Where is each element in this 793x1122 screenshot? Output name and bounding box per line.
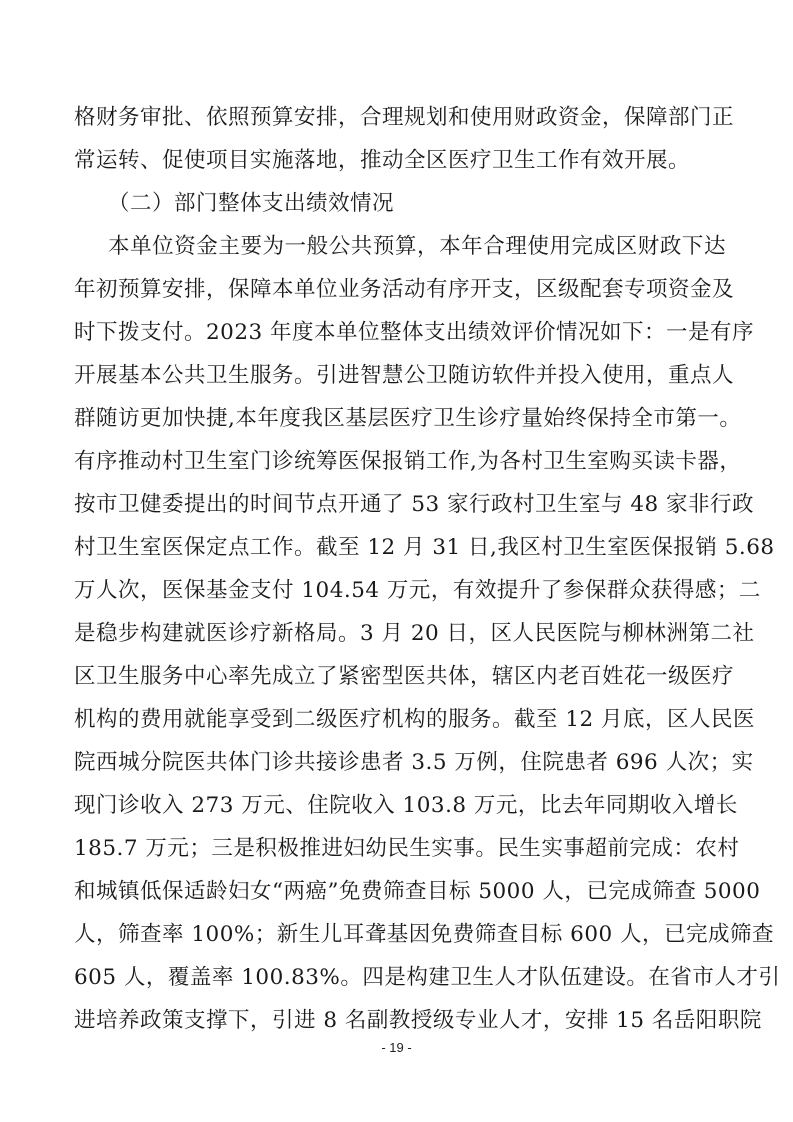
- text-line: 年初预算安排，保障本单位业务活动有序开支，区级配套专项资金及: [74, 277, 735, 302]
- text-line: 本单位资金主要为一般公共预算，本年合理使用完成区财政下达: [108, 234, 726, 259]
- text-line: 现门诊收入 273 万元、住院收入 103.8 万元，比去年同期收入增长: [74, 793, 738, 818]
- text-line: 村卫生室医保定点工作。截至 12 月 31 日,我区村卫生室医保报销 5.68: [74, 535, 775, 560]
- document-body: [74, 96, 781, 1042]
- text-line: 按市卫健委提出的时间节点开通了 53 家行政村卫生室与 48 家非行政: [74, 492, 755, 517]
- text-line: 和城镇低保适龄妇女“两癌”免费筛查目标 5000 人，已完成筛查 5000: [74, 879, 761, 904]
- text-line: 185.7 万元；三是积极推进妇幼民生实事。民生实事超前完成：农村: [74, 836, 740, 861]
- text-line: 开展基本公共卫生服务。引进智慧公卫随访软件并投入使用，重点人: [74, 363, 735, 388]
- page-number: - 19 -: [381, 1040, 412, 1055]
- text-line: 万人次，医保基金支付 104.54 万元，有效提升了参保群众获得感；二: [74, 578, 761, 603]
- text-line: 格财务审批、依照预算安排，合理规划和使用财政资金，保障部门正: [74, 105, 735, 130]
- text-line: 进培养政策支撑下，引进 8 名副教授级专业人才，安排 15 名岳阳职院: [74, 1008, 762, 1033]
- text-line: 群随访更加快捷,本年度我区基层医疗卫生诊疗量始终保持全市第一。: [74, 406, 742, 431]
- text-line: 常运转、促使项目实施落地，推动全区医疗卫生工作有效开展。: [74, 148, 691, 173]
- section-heading: （二）部门整体支出绩效情况: [108, 191, 395, 216]
- text-line: 是稳步构建就医诊疗新格局。3 月 20 日，区人民医院与柳林洲第二社: [74, 621, 755, 646]
- text-line: 院西城分院医共体门诊共接诊患者 3.5 万例，住院患者 696 人次；实: [74, 750, 754, 775]
- text-line: 人，筛查率 100%；新生儿耳聋基因免费筛查目标 600 人，已完成筛查: [74, 922, 775, 947]
- text-line: 机构的费用就能享受到二级医疗机构的服务。截至 12 月底，区人民医: [74, 707, 756, 732]
- text-line: 605 人，覆盖率 100.83%。四是构建卫生人才队伍建设。在省市人才引: [74, 965, 781, 990]
- text-line: 区卫生服务中心率先成立了紧密型医共体，辖区内老百姓花一级医疗: [74, 664, 735, 689]
- text-line: 时下拨支付。2023 年度本单位整体支出绩效评价情况如下：一是有序: [74, 320, 755, 345]
- text-line: 有序推动村卫生室门诊统筹医保报销工作,为各村卫生室购买读卡器，: [74, 449, 742, 474]
